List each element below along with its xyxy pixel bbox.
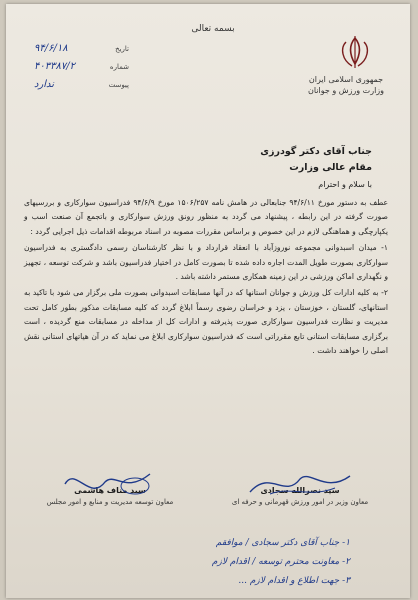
handwritten-note: ۱- جناب آقای دکتر سجادی / موافقم <box>215 538 350 548</box>
handwritten-note: ۲- معاونت محترم توسعه / اقدام لازم <box>211 557 350 567</box>
addressee <box>260 144 372 176</box>
handwritten-note: ۳- جهت اطلاع و اقدام لازم ... <box>238 576 350 586</box>
meta-label: پیوست <box>108 81 129 89</box>
letter-body <box>24 196 388 360</box>
meta-number-row <box>34 58 129 76</box>
letter-meta <box>34 40 129 94</box>
meta-date-value: ۹۴/۶/۱۸ <box>34 43 68 54</box>
bismillah-heading: بسمه تعالی <box>191 24 235 34</box>
signature-block-right <box>230 486 370 506</box>
addressee-name: جناب آقای دکتر گودرزی <box>260 146 372 157</box>
signature-scribble-icon <box>240 464 360 504</box>
signatory-name: سید مناف هاشمی <box>74 486 146 495</box>
letter-page <box>6 4 410 598</box>
meta-label: شماره <box>109 63 129 71</box>
meta-attachment-row <box>34 76 129 94</box>
meta-label: تاریخ <box>115 45 129 53</box>
body-paragraph: ۲- به کلیه ادارات کل ورزش و جوانان استانها که در آنها مسابقات اسبدوانی بصورت ملی برگزار می شود با تاکید به استانهای، گلستان ، خوزستان ، یزد و خراسان رضوی رسماً ابلاغ گردد که کلیه مسابقات مذکور بطور کامل تحت مدیریت و نظارت فدراسیون سوارکاری صورت پذیرفته و ادارات کل از مداخله در مسابقات منع گردیده ، است برگزاری مسابقات استانی تابع مقرراتی است که فدراسیون سوارکاری ابلاغ می نماید که در آن هیاتهای استانی نقش اصلی را خواهند داشت . <box>24 288 388 356</box>
meta-attachment-value: ندارد <box>34 79 55 90</box>
signatory-name: سید نصرالله سجادی <box>260 486 340 495</box>
signatory-title: معاون توسعه مدیریت و منابع و امور مجلس <box>46 498 174 506</box>
signature-block-left <box>40 486 180 506</box>
signature-scribble-icon <box>50 464 170 504</box>
organization-name: جمهوری اسلامی ایران وزارت ورزش و جوانان <box>307 75 385 95</box>
body-paragraph: عطف به دستور مورخ ۹۴/۶/۱۱ جنابعالی در هامش نامه ۱۵۰۶/۲۵۷ مورخ ۹۴/۶/۹ فدراسیون سوارکاری و بررسیهای صورت گرفته در این رابطه ، پیشنهاد می گردد به منظور رونق ورزش سوارکاری و باتجمع آن صنعت اسب و یکپارچگی و هماهنگی لازم در این خصوص و براساس مقررات مصوبه در اسناد مربوطه اقدامات ذیل اجرایی گردد : <box>24 198 388 236</box>
addressee-title: مقام عالی وزارت <box>289 162 372 173</box>
signatory-title: معاون وزیر در امور ورزش قهرمانی و حرفه ای <box>231 498 369 506</box>
iran-emblem-icon <box>326 34 384 70</box>
meta-number-value: ۴۰۳۳۸۷/۲ <box>34 61 75 72</box>
body-paragraph: ۱- میدان اسبدوانی مجموعه نوروزآباد با انعقاد قرارداد و با نظر کارشناسان رسمی دادگستری به فدراسیون سوارکاری بصورت طویل المدت اجاره داده شده تا بصورت کامل در اختیار فدراسیون باشد و شرکت توسعه ، تجهیز و نگهداری اماکن ورزشی در این زمینه همکاری مستمر داشته باشد . <box>24 243 388 282</box>
handwritten-notes <box>50 534 350 591</box>
meta-date-row <box>34 40 129 58</box>
greeting: با سلام و احترام <box>318 180 372 189</box>
